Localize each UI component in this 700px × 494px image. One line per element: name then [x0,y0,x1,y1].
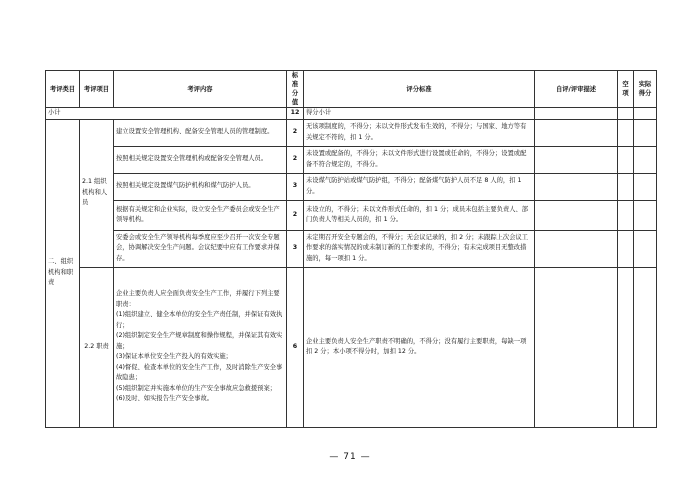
table-row [46,200,657,230]
standard-cell: 未设置或配备的，不得分；未以文件形式进行设置或任命的，不得分；设置或配备不符合规定的，不得分。 [304,146,535,173]
table-row [46,146,657,173]
score-cell: 2 [287,200,304,230]
score-cell: 2 [287,146,304,173]
table-row [46,230,657,267]
header-content: 考评内容 [114,71,287,108]
empty-item-cell[interactable] [618,119,634,146]
header-actual-score: 实际得分 [634,71,657,108]
subtotal-score: 12 [287,108,304,120]
empty-item-cell[interactable] [618,267,634,427]
standard-cell: 未定期召开安全专题会的，不得分；无会议记录的，扣 2 分；未跟踪上次会议工作要求的落实情况的或未制订新的工作要求的，不得分；有未完成项目无整改措施的，每一项扣 1 分。 [304,230,535,267]
actual-score-cell[interactable] [634,146,657,173]
self-eval-cell[interactable] [535,200,618,230]
table-row [46,119,657,146]
score-cell: 6 [287,267,304,427]
content-line: (6)及时、如实报告生产安全事故。 [116,395,214,403]
content-cell: 安委会或安全生产领导机构每季度应至少召开一次安全专题会，协调解决安全生产问题。会议纪要中应有工作要求并保存。 [114,230,287,267]
self-eval-cell[interactable] [535,146,618,173]
category-cell: 二、组织机构和职责 [46,119,80,427]
actual-score-cell[interactable] [634,119,657,146]
header-category: 考评类目 [46,71,80,108]
content-line: (1)组织建立、健全本单位的安全生产责任制，并保证有效执行； [116,311,283,329]
self-eval-cell[interactable] [535,119,618,146]
evaluation-table [45,70,657,428]
table-row [46,173,657,200]
subtotal-label: 小计 [46,108,287,120]
self-eval-cell[interactable] [535,267,618,427]
page-number: — 71 — [329,452,371,462]
header-empty-item: 空项 [618,71,634,108]
item-2-1-cell: 2.1 组织机构和人员 [80,119,114,267]
header-item: 考评项目 [80,71,114,108]
subtotal-row [46,108,657,120]
header-self-eval: 自评/评审描述 [535,71,618,108]
actual-score-cell[interactable] [634,173,657,200]
content-line: 企业主要负责人应全面负责安全生产工作，并履行下列主要职责： [116,290,280,308]
header-row [46,71,657,108]
subtotal-standard: 得分小计 [304,108,535,120]
actual-score-cell[interactable] [634,267,657,427]
standard-cell: 企业主要负责人安全生产职责不明确的，不得分；没有履行主要职责，每缺一项扣 2 分；本小项不得分时，加扣 12 分。 [304,267,535,427]
standard-cell: 未设煤气防护站或煤气防护组，不得分；配备煤气防护人员不足 8 人的，扣 1 分。 [304,173,535,200]
empty-item-cell[interactable] [618,200,634,230]
self-eval-cell[interactable] [535,173,618,200]
score-cell: 3 [287,230,304,267]
content-line: (2)组织制定安全生产规章制度和操作规程，并保证其有效实施； [116,332,283,350]
empty-item-cell[interactable] [618,230,634,267]
actual-score-cell[interactable] [634,230,657,267]
content-cell [114,267,287,427]
content-cell: 建立设置安全管理机构、配备安全管理人员的管理制度。 [114,119,287,146]
standard-cell: 无该项制度的，不得分；未以文件形式发布生效的，不得分；与国家、地方等有关规定不符的，扣 1 分。 [304,119,535,146]
table-row [46,267,657,427]
content-line: (5)组织制定并实施本单位的生产安全事故应急救援预案； [116,384,277,392]
content-cell: 根据有关规定和企业实际，设立安全生产委员会或安全生产领导机构。 [114,200,287,230]
empty-item-cell[interactable] [618,146,634,173]
content-cell: 按照相关规定设置安全管理机构或配备安全管理人员。 [114,146,287,173]
self-eval-cell[interactable] [535,230,618,267]
actual-score-cell[interactable] [634,200,657,230]
content-line: (3)保证本单位安全生产投入的有效实施； [116,353,232,361]
score-cell: 2 [287,119,304,146]
header-score: 标准分值 [287,71,304,108]
score-cell: 3 [287,173,304,200]
content-cell: 按照相关规定设置煤气防护机构和煤气防护人员。 [114,173,287,200]
empty-item-cell[interactable] [618,173,634,200]
item-2-2-cell: 2.2 职责 [80,267,114,427]
standard-cell: 未设立的，不得分；未以文件形式任命的，扣 1 分；成员未包括主要负责人、部门负责人等相关人员的，扣 1 分。 [304,200,535,230]
content-line: (4)督促、检查本单位的安全生产工作，及时消除生产安全事故隐患； [116,363,283,382]
header-standard: 评分标准 [304,71,535,108]
